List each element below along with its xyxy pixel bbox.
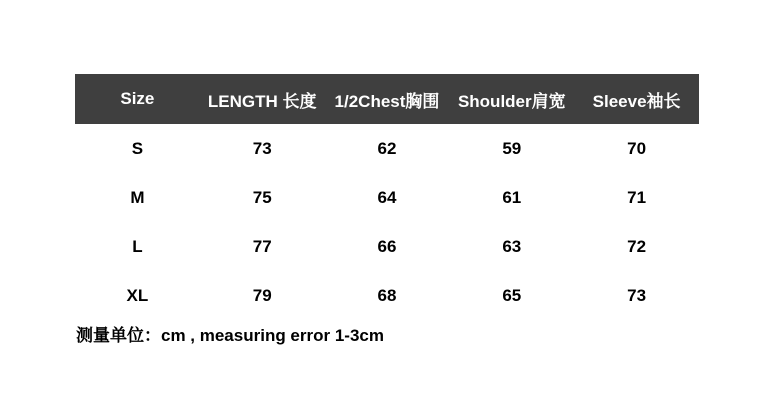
- chest-value: 62: [377, 138, 397, 158]
- header-cell-chest: 1/2Chest胸围: [334, 91, 440, 111]
- sleeve-value: 71: [627, 187, 647, 207]
- shoulder-value: 61: [502, 187, 522, 207]
- header-cell-size: Size: [120, 89, 155, 108]
- table-row-s: [75, 124, 699, 173]
- sleeve-value: 72: [627, 236, 647, 256]
- size-label: M: [130, 187, 145, 207]
- header-cell-shoulder: Shoulder肩宽: [457, 91, 566, 111]
- length-value: 75: [252, 187, 272, 207]
- shoulder-value: 59: [502, 138, 522, 158]
- shoulder-value: 63: [502, 236, 522, 256]
- header-cell-sleeve: Sleeve袖长: [592, 91, 681, 111]
- chest-value: 68: [377, 285, 397, 305]
- table-row-xl: [75, 271, 699, 320]
- sleeve-value: 73: [627, 285, 647, 305]
- length-value: 79: [252, 285, 272, 305]
- header-cell-length: LENGTH 长度: [207, 91, 317, 111]
- size-label: S: [131, 138, 144, 158]
- chest-value: 66: [377, 236, 397, 256]
- size-label: L: [132, 236, 143, 256]
- sleeve-value: 70: [627, 138, 647, 158]
- table-row-m: [75, 173, 699, 222]
- length-value: 77: [252, 236, 272, 256]
- table-row-l: [75, 222, 699, 271]
- chest-value: 64: [377, 187, 397, 207]
- shoulder-value: 65: [502, 285, 522, 305]
- size-chart-table: [75, 74, 699, 320]
- length-value: 73: [252, 138, 272, 158]
- measurement-note: 测量单位：cm , measuring error 1-3cm: [76, 326, 384, 345]
- table-header-row: [75, 74, 699, 124]
- size-label: XL: [126, 285, 149, 305]
